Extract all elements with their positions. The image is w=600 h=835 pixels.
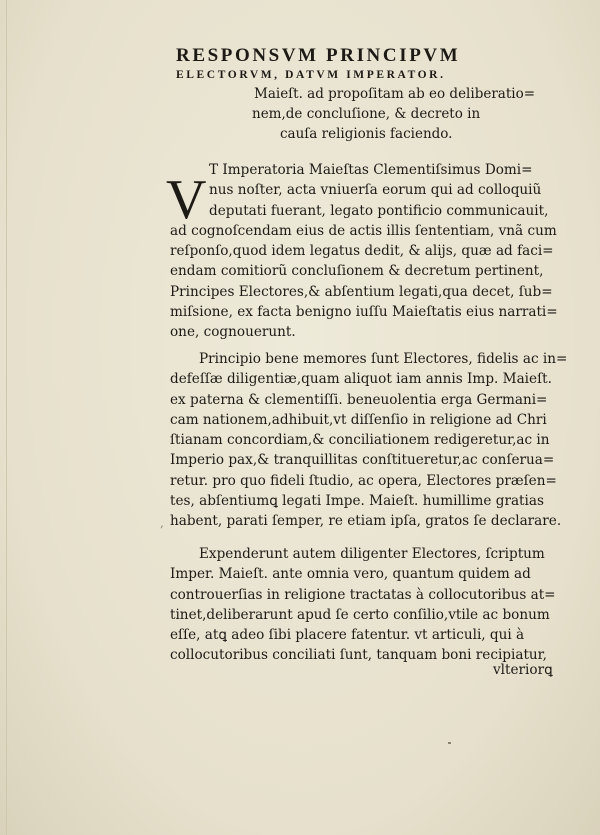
text-line: deputati fuerant, legato pontificio communicauit, (209, 202, 549, 219)
text-line: cam nationem,adhibuit,vt diſſenſio in religione ad Chri (170, 411, 547, 428)
text-line: one, cognouerunt. (170, 324, 296, 341)
title-line-2: ELECTORVM, DATVM IMPERATOR. (176, 69, 446, 81)
text-line: reſponſo,quod idem legatus dedit, & alijs, quæ ad faci= (170, 243, 554, 260)
text-line: ſtianam concordiam,& conciliationem redigeretur,ac in (170, 432, 550, 449)
title-line-3: Maieſt. ad propoſitam ab eo deliberatio= (254, 86, 536, 102)
text-line: defeſſæ diligentiæ,quam aliquot iam annis Imp. Maieſt. (170, 371, 552, 388)
text-line: nus noſter, acta vniuerſa eorum qui ad colloquiũ (209, 182, 542, 199)
text-line: collocutoribus conciliati ſunt, tanquam boni recipiatur, (170, 647, 547, 664)
catchword: vlteriorꝗ (493, 662, 553, 678)
text-line: controuerſias in religione tractatas à collocutoribus at= (170, 586, 556, 603)
text-line: Expenderunt autem diligenter Electores, ſcriptum (199, 546, 545, 562)
text-line: Imper. Maieſt. ante omnia vero, quantum quidem ad (170, 566, 531, 583)
text-line: retur. pro quo fideli ſtudio, ac opera, Electores præſen= (170, 472, 557, 489)
drop-cap: V (166, 169, 207, 231)
text-line: ex paterna & clementiſſi. beneuolentia erga Germani= (170, 391, 548, 408)
text-line: tes, abſentiumꝗ legati Impe. Maieſt. humillime gratias (170, 493, 544, 510)
paragraph-3 (170, 544, 570, 666)
text-line: ad cognoſcendam eius de actis illis ſententiam, vnã cum (170, 222, 557, 239)
text-line: habent, parati ſemper, re etiam ipſa, gratos ſe declarare. (170, 513, 562, 530)
text-line: tinet,deliberarunt apud ſe certo conſilio,vtile ac bonum (170, 606, 550, 623)
paragraph-1 (170, 160, 570, 343)
text-line: Principio bene memores ſunt Electores, fidelis ac in= (199, 351, 568, 367)
title-line-1: RESPONSVM PRINCIPVM (176, 45, 461, 66)
text-line: Principes Electores,& abſentium legati,qua decet, ſub= (170, 283, 553, 300)
text-line: endam comitiorũ concluſionem & decretum pertinent, (170, 263, 544, 280)
title-line-5: cauſa religionis faciendo. (280, 126, 453, 142)
page-edge-line (6, 0, 7, 835)
title-block (176, 45, 576, 144)
text-line: Imperio pax,& tranquillitas conſtitueretur,ac conſerua= (170, 452, 555, 469)
text-line: eſſe, atꝗ adeo ſibi placere fatentur. vt articuli, qui à (170, 627, 525, 644)
page-speck (448, 742, 451, 744)
paragraph-2 (170, 349, 570, 532)
title-line-4: nem,de concluſione, & decreto in (252, 106, 481, 122)
text-line: miſsione, ex facta benigno iuſſu Maieſtatis eius narrati= (170, 304, 558, 321)
text-line: T Imperatoria Maieſtas Clementiſsimus Domi= (209, 162, 533, 178)
margin-tick-mark: , (160, 516, 164, 530)
